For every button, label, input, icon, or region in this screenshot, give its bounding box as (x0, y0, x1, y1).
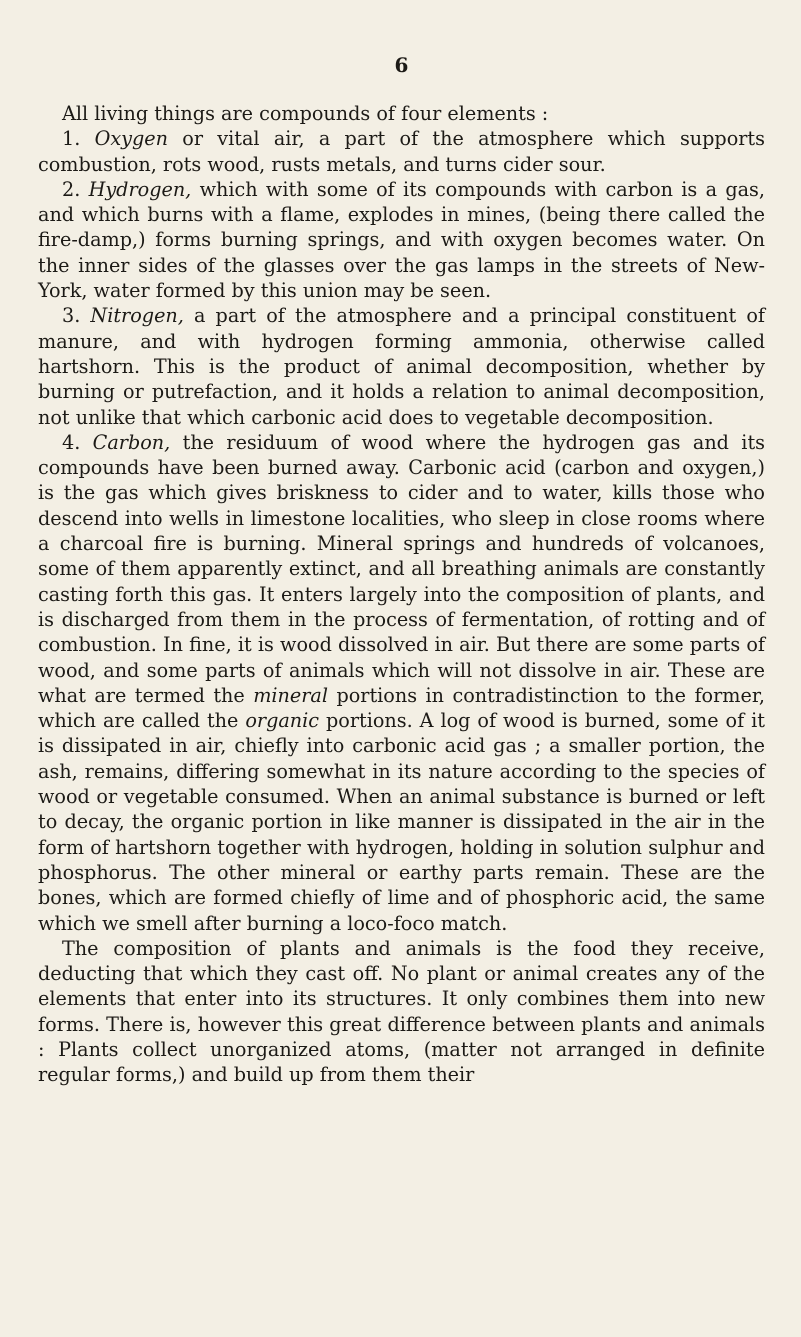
paragraph-text: portions. A log of wood is burned, some of it is dissipated in air, chiefly into carbonic acid gas ; a smaller portion, the ash, remains, differing somewhat in its nature according to the species of wood or vegetable consumed. When an animal substance is burned or left to decay, the organic portion in like manner is dissipated in the air in the form of hartshorn together with hydrogen, holding in solution sulphur and phosphorus. The other mineral or earthy parts remain. These are the bones, which are formed chiefly of lime and of phosphoric acid, the same which we smell after burning a loco-foco match. (38, 709, 765, 935)
item-number: 2. (62, 177, 89, 201)
paragraph-text: a part of the atmosphere and a principal constituent of manure, and with hydrogen forming ammonia, otherwise called hartshorn. This is the product of animal decomposition, whether by burning or putrefaction, and it holds a relation to animal decomposition, not unlike that which carbonic acid does to vegetable decomposition. (38, 304, 766, 429)
item-number: 4. (62, 430, 93, 454)
item-number: 3. (62, 304, 91, 328)
page-number: 6 (394, 53, 409, 77)
paragraph-oxygen (38, 126, 765, 177)
item-number: 1. (62, 127, 95, 151)
term-hydrogen: Hydrogen, (88, 177, 192, 201)
paragraph-text: the residuum of wood where the hydrogen gas and its compounds have been burned away. Carbonic acid (carbon and oxygen,) is the gas which gives briskness to cider and to water, kills those who descend into wells in limestone localities, who sleep in close rooms where a charcoal fire is burning. Mineral springs and hundreds of volcanoes, some of them apparently extinct, and all breathing animals are constantly casting forth this gas. It enters largely into the composition of plants, and is discharged from them in the process of fermentation, of rotting and of combustion. In fine, it is wood dissolved in air. But there are some parts of wood, and some parts of animals which will not dissolve in air. These are what are termed the (38, 430, 766, 707)
paragraph-closing: The composition of plants and animals is the food they receive, deducting that which they cast off. No plant or animal creates any of the elements that enter into its structures. It only combines them into new forms. There is, however this great difference between plants and animals : Plants collect unorganized atoms, (matter not arranged in definite regular forms,) and build up from them their (38, 936, 765, 1087)
term-organic: organic (245, 709, 320, 733)
term-oxygen: Oxygen (94, 127, 168, 151)
paragraph-hydrogen (38, 177, 765, 303)
paragraph-text: or vital air, a part of the atmosphere which supports combustion, rots wood, rusts metals, and turns cider sour. (38, 127, 765, 176)
term-carbon: Carbon, (92, 430, 171, 454)
paragraph-carbon (38, 430, 765, 936)
term-nitrogen: Nitrogen, (90, 304, 184, 328)
paragraph-text: which with some of its compounds with carbon is a gas, and which burns with a flame, explodes in mines, (being there called the fire-damp,) forms burning springs, and with oxygen becomes water. On the inner sides of the glasses over the gas lamps in the streets of New-York, water formed by this union may be seen. (38, 177, 765, 303)
paragraph-nitrogen (38, 303, 765, 429)
paragraph-text: portions in contradistinction to the former, which are called the (38, 683, 765, 733)
term-mineral: mineral (253, 683, 328, 707)
intro-line: All living things are compounds of four elements : (62, 102, 549, 125)
